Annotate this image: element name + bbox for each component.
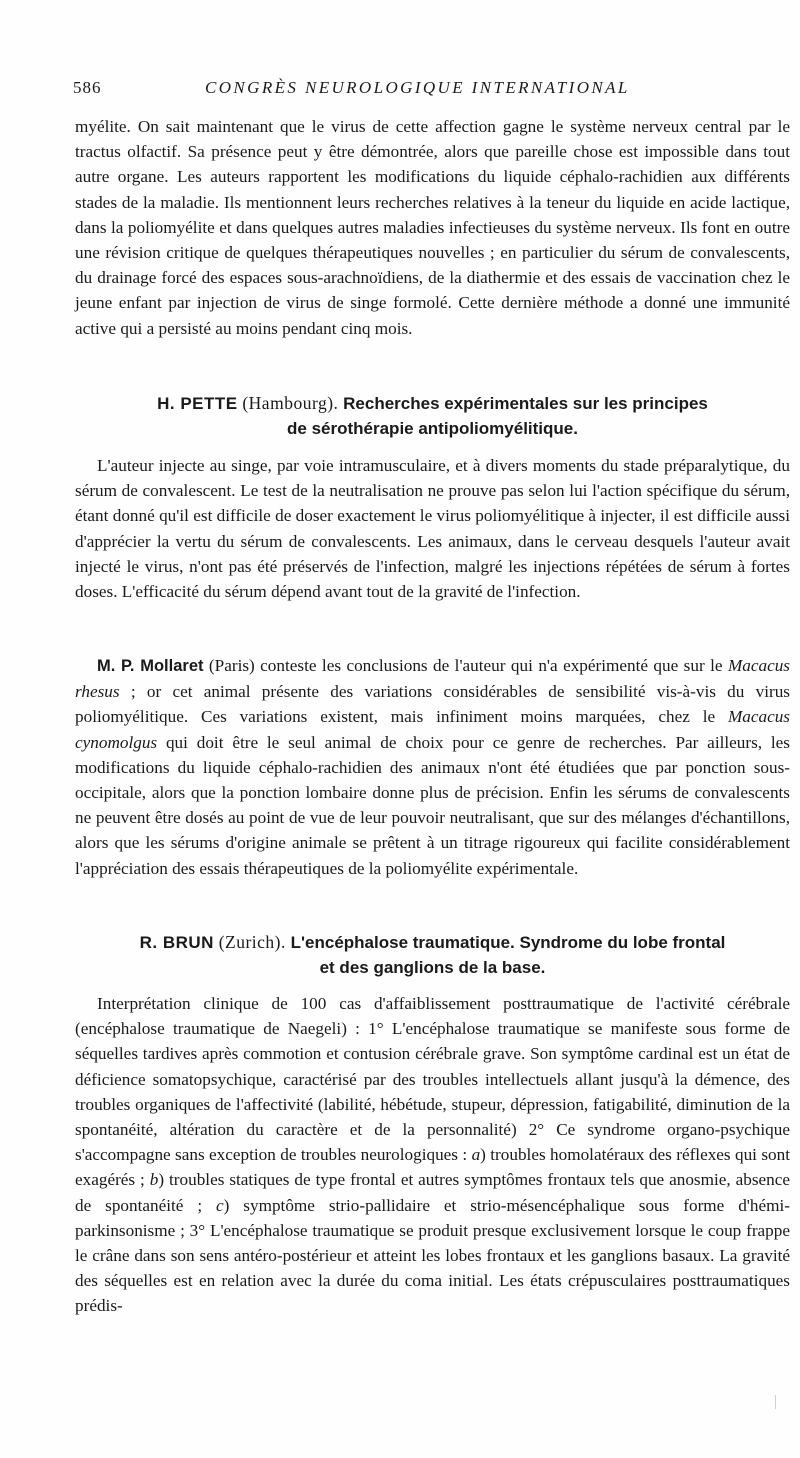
- journal-title: CONGRÈS NEUROLOGIQUE INTERNATIONAL: [205, 78, 630, 97]
- list-marker: b: [149, 1170, 159, 1190]
- running-header: [73, 78, 763, 104]
- section-title-line-2: de sérothérapie antipoliomyélitique.: [287, 419, 578, 438]
- author-name: R. BRUN: [139, 933, 214, 952]
- section-title-line-2: et des ganglions de la base.: [319, 958, 546, 977]
- paragraph-text: Interprétation clinique de 100 cas d'affaiblissement posttraumatique de l'activité cérébrale (encéphalose traumatique de Naegeli) : 1° L'encéphalose traumatique se manifeste sous forme de séquelles tardives après commotion et contusion cérébrale grave. Son symptôme cardinal est un état de déficience somatopsychique, caractérisé par des troubles intellectuels allant jusqu'à la démence, des troubles organiques de l'affectivité (labilité, hébétude, stupeur, dépression, fatigabilité, diminution de la spontanéité, altération du caractère et de la personnalité) 2° Ce syndrome organo-psychique s'accompagne sans exception de troubles neurologiques :: [75, 994, 790, 1165]
- paragraph-text: ; or cet animal présente des variations considérables de sensibilité vis-à-vis du virus poliomyélitique. Ces variations existent, mais infiniment moins marquées, chez le: [75, 682, 790, 727]
- paragraph-text: qui doit être le seul animal de choix pour ce genre de recherches. Par ailleurs, les modifications du liquide céphalo-rachidien des animaux n'ont été étudiées que par ponction sous-occipitale, alors que la ponction lombaire donne plus de précision. Enfin les sérums de convalescents ne peuvent être dosés au point de vue de leur pouvoir neutralisant, que sur des mélanges d'échantillons, alors que les sérums d'origine animale se prêtent à un titrage rigoureux qui facilite considérablement l'appréciation des essais thérapeutiques de la poliomyélite expérimentale.: [75, 732, 790, 878]
- paragraph-text: ) troubles statiques de type frontal et autres symptômes frontaux tels que anosmie, absence de spontanéité ;: [75, 1170, 790, 1215]
- pette-paragraph: L'auteur injecte au singe, par voie intramusculaire, et à divers moments du stade préparalytique, du sérum de convalescent. Le test de la neutralisation ne prouve pas selon lui l'action spécifique du sérum, étant donné qu'il est difficile de doser exactement le virus poliomyélitique à injecter, il est difficile aussi d'apprécier la vertu du sérum de convalescents. Les animaux, dans le cerveau desquels l'auteur avait injecté le virus, n'ont pas été préservés de l'infection, malgré les injections répétées de sérum à fortes doses. L'efficacité du sérum dépend avant tout de la gravité de l'infection.: [75, 456, 790, 602]
- list-marker: c: [216, 1195, 224, 1215]
- paragraph-text: ) symptôme strio-pallidaire et strio-mésencéphalique sous forme d'hémi-parkinsonisme ; 3° L'encéphalose traumatique se produit presque exclusivement lorsque le coup frappe le crâne dans son sens antéro-postérieur et atteint les lobes frontaux et les ganglions basaux. La gravité des séquelles est en relation avec la durée du coma initial. Les états crépusculaires posttraumatiques prédis-: [75, 1195, 790, 1316]
- brun-paragraph: [75, 991, 790, 1319]
- page-number: 586: [73, 78, 102, 97]
- discussant-name: M. P. Mollaret: [97, 657, 204, 675]
- section-heading-pette: [75, 391, 790, 441]
- species-name: Macacus rhesus: [75, 656, 790, 702]
- species-name: Macacus cynomolgus: [75, 707, 790, 752]
- paragraph-text: ) troubles homolatéraux des réflexes qui sont exagérés ;: [75, 1145, 790, 1190]
- intro-paragraph: myélite. On sait maintenant que le virus de cette affection gagne le système nerveux central par le tractus olfactif. Sa présence peut y être démontrée, alors que pareille chose est impossible dans tout autre organe. Les auteurs rapportent les modifications du liquide céphalo-rachidien aux différents stades de la maladie. Ils mentionnent leurs recherches relatives à la teneur du liquide en acide lactique, dans la poliomyélite et dans quelques autres maladies infectieuses du système nerveux. Ils font en outre une révision critique de quelques thérapeutiques nouvelles ; en particulier du sérum de convalescents, du drainage forcé des espaces sous-arachnoïdiens, de la diathermie et des essais de vaccination chez le jeune enfant par injection de virus de singe formolé. Cette dernière méthode a donné une immunité active qui a persisté au moins pendant cinq mois.: [75, 117, 790, 338]
- paragraph-text: (Paris) conteste les conclusions de l'auteur qui n'a expérimenté que sur le: [203, 656, 728, 675]
- list-marker: a: [471, 1145, 481, 1165]
- scan-speck: [775, 1395, 776, 1409]
- author-city: (Zurich).: [218, 932, 286, 952]
- section-title-line-1: L'encéphalose traumatique. Syndrome du lobe frontal: [290, 933, 726, 952]
- author-city: (Hambourg).: [242, 393, 339, 413]
- author-name: H. PETTE: [157, 394, 238, 413]
- section-heading-brun: [75, 930, 790, 980]
- section-title-line-1: Recherches expérimentales sur les principes: [343, 394, 708, 413]
- mollaret-paragraph: [75, 653, 790, 881]
